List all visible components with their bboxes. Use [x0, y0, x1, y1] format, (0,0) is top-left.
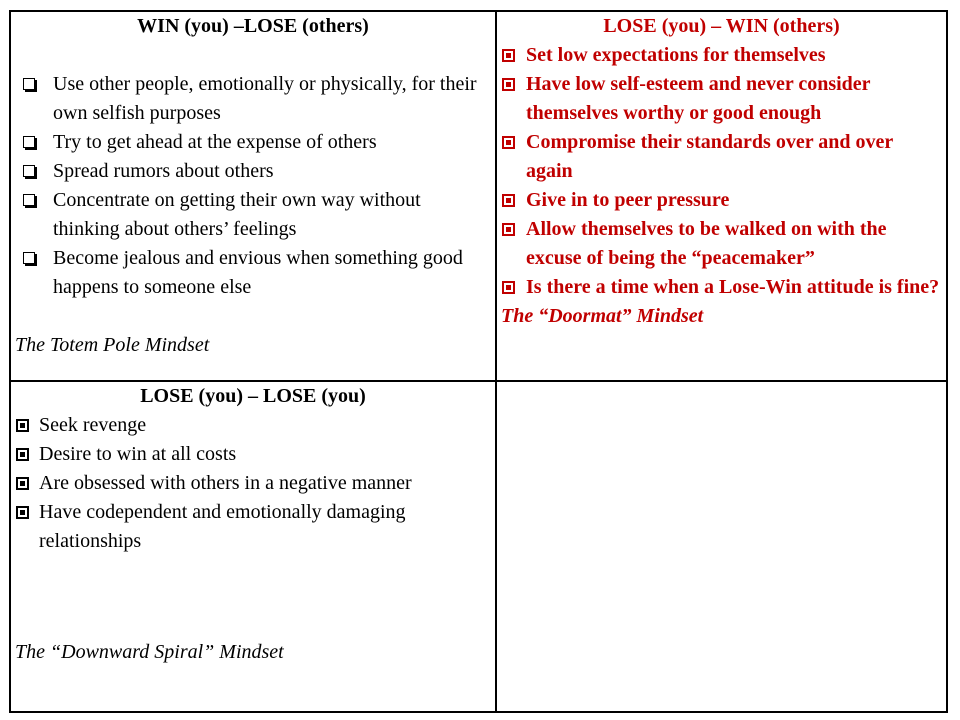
hollow-checkbox-icon — [23, 194, 35, 206]
filled-square-bullet-icon — [502, 78, 515, 91]
cell-win-lose — [11, 12, 497, 382]
list-item: Desire to win at all costs — [15, 440, 491, 469]
list-item: Give in to peer pressure — [501, 186, 942, 215]
filled-square-bullet-icon — [502, 194, 515, 207]
win-lose-list — [15, 70, 491, 302]
list-item: Try to get ahead at the expense of others — [15, 128, 491, 157]
hollow-checkbox-icon — [23, 136, 35, 148]
cell-lose-win — [497, 12, 946, 382]
list-item: Is there a time when a Lose-Win attitude is fine? — [501, 273, 942, 302]
hollow-checkbox-icon — [23, 252, 35, 264]
list-item: Allow themselves to be walked on with the excuse of being the “peacemaker” — [501, 215, 942, 273]
lose-lose-list — [15, 411, 491, 556]
lose-lose-title: LOSE (you) – LOSE (you) — [140, 385, 366, 407]
mindset-table — [9, 10, 948, 713]
filled-square-bullet-icon — [502, 136, 515, 149]
list-item: Set low expectations for themselves — [501, 41, 942, 70]
filled-square-bullet-icon — [16, 448, 29, 461]
list-item: Are obsessed with others in a negative manner — [15, 469, 491, 498]
list-item: Become jealous and envious when something good happens to someone else — [15, 244, 491, 302]
hollow-checkbox-icon — [23, 165, 35, 177]
lose-win-mindset: The “Doormat” Mindset — [501, 305, 704, 327]
lose-lose-mindset: The “Downward Spiral” Mindset — [15, 641, 284, 663]
filled-square-bullet-icon — [502, 49, 515, 62]
list-item: Have codependent and emotionally damaging relationships — [15, 498, 491, 556]
list-item: Concentrate on getting their own way without thinking about others’ feelings — [15, 186, 491, 244]
list-item: Have low self-esteem and never consider themselves worthy or good enough — [501, 70, 942, 128]
win-lose-title: WIN (you) –LOSE (others) — [137, 15, 369, 37]
list-item: Compromise their standards over and over again — [501, 128, 942, 186]
cell-empty — [497, 382, 946, 711]
filled-square-bullet-icon — [502, 223, 515, 236]
hollow-checkbox-icon — [23, 78, 35, 90]
lose-win-title: LOSE (you) – WIN (others) — [603, 15, 840, 37]
list-item: Use other people, emotionally or physically, for their own selfish purposes — [15, 70, 491, 128]
win-lose-mindset: The Totem Pole Mindset — [15, 334, 210, 356]
filled-square-bullet-icon — [16, 477, 29, 490]
list-item: Seek revenge — [15, 411, 491, 440]
filled-square-bullet-icon — [502, 281, 515, 294]
lose-win-list — [501, 41, 942, 302]
filled-square-bullet-icon — [16, 506, 29, 519]
cell-lose-lose — [11, 382, 497, 711]
filled-square-bullet-icon — [16, 419, 29, 432]
list-item: Spread rumors about others — [15, 157, 491, 186]
